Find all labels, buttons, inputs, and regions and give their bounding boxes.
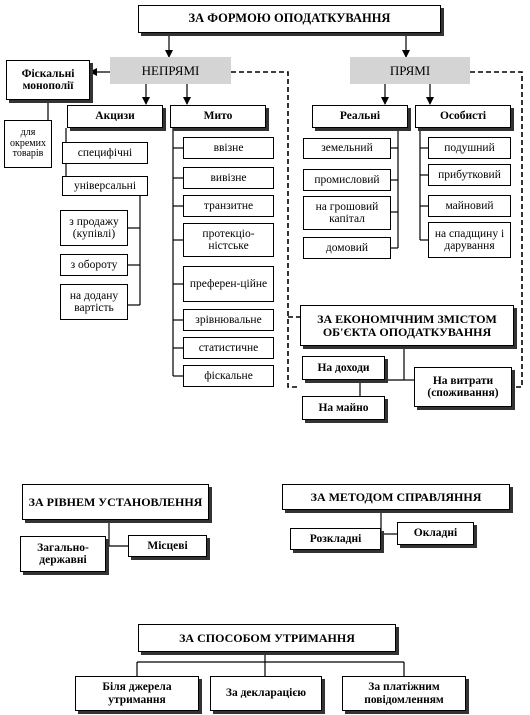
real-tax-item: земельний: [303, 138, 391, 159]
real-taxes-box: Реальні: [312, 105, 408, 128]
universal-item: з обороту: [60, 254, 128, 276]
personal-tax-item: подушний: [428, 137, 511, 159]
level-box: ЗА РІВНЕМ УСТАНОВЛЕННЯ: [22, 484, 209, 520]
collection-box: ЗА СПОСОБОМ УТРИМАННЯ: [138, 624, 396, 652]
cadastral-taxes-box: Розкладні: [290, 528, 381, 550]
duty-item: транзитне: [183, 195, 274, 217]
real-tax-item: домовий: [303, 237, 391, 259]
indirect-taxes-header: НЕПРЯМІ: [110, 57, 231, 84]
excise-item: специфічні: [62, 142, 148, 164]
universal-item: на додану вартість: [60, 284, 128, 320]
duty-item: зрівнювальне: [183, 309, 274, 331]
national-taxes-box: Загально-державні: [20, 536, 106, 572]
duty-item: преферен-ційне: [183, 266, 274, 302]
duty-box: Мито: [170, 105, 266, 128]
payment-notice-box: За платіжним повідомленням: [342, 676, 466, 711]
assessed-taxes-box: Окладні: [397, 522, 474, 545]
real-tax-item: промисловий: [303, 169, 391, 191]
for-certain-goods-box: для окремих товарів: [4, 120, 52, 168]
real-tax-item: на грошовий капітал: [303, 196, 391, 230]
universal-item: з продажу (купівлі): [60, 210, 128, 246]
page-title: ЗА ФОРМОЮ ОПОДАТКУВАННЯ: [138, 5, 441, 33]
local-taxes-box: Місцеві: [128, 535, 207, 557]
excise-item: універсальні: [62, 176, 148, 196]
personal-tax-item: на спадщину і дарування: [428, 222, 511, 258]
duty-item: статистичне: [183, 337, 274, 359]
economic-content-box: ЗА ЕКОНОМІЧНИМ ЗМІСТОМ ОБ'ЄКТА ОПОДАТКУВАННЯ: [300, 305, 514, 346]
at-source-box: Біля джерела утримання: [75, 676, 199, 711]
personal-tax-item: майновий: [428, 195, 511, 217]
duty-item: фіскальне: [183, 365, 274, 387]
income-taxes-box: На доходи: [302, 356, 385, 380]
duty-item: протекціо-ністське: [183, 223, 274, 257]
declaration-box: За декларацією: [210, 676, 322, 711]
personal-tax-item: прибутковий: [428, 164, 511, 186]
excise-box: Акцизи: [67, 105, 163, 128]
duty-item: вивізне: [183, 167, 274, 189]
duty-item: ввізне: [183, 137, 274, 159]
property-taxes-box: На майно: [302, 396, 385, 420]
expense-taxes-box: На витрати (споживання): [414, 367, 512, 407]
personal-taxes-box: Особисті: [415, 105, 511, 128]
fiscal-monopolies-box: Фіскальні монополії: [6, 60, 90, 100]
direct-taxes-header: ПРЯМІ: [350, 57, 470, 84]
method-box: ЗА МЕТОДОМ СПРАВЛЯННЯ: [282, 484, 510, 510]
